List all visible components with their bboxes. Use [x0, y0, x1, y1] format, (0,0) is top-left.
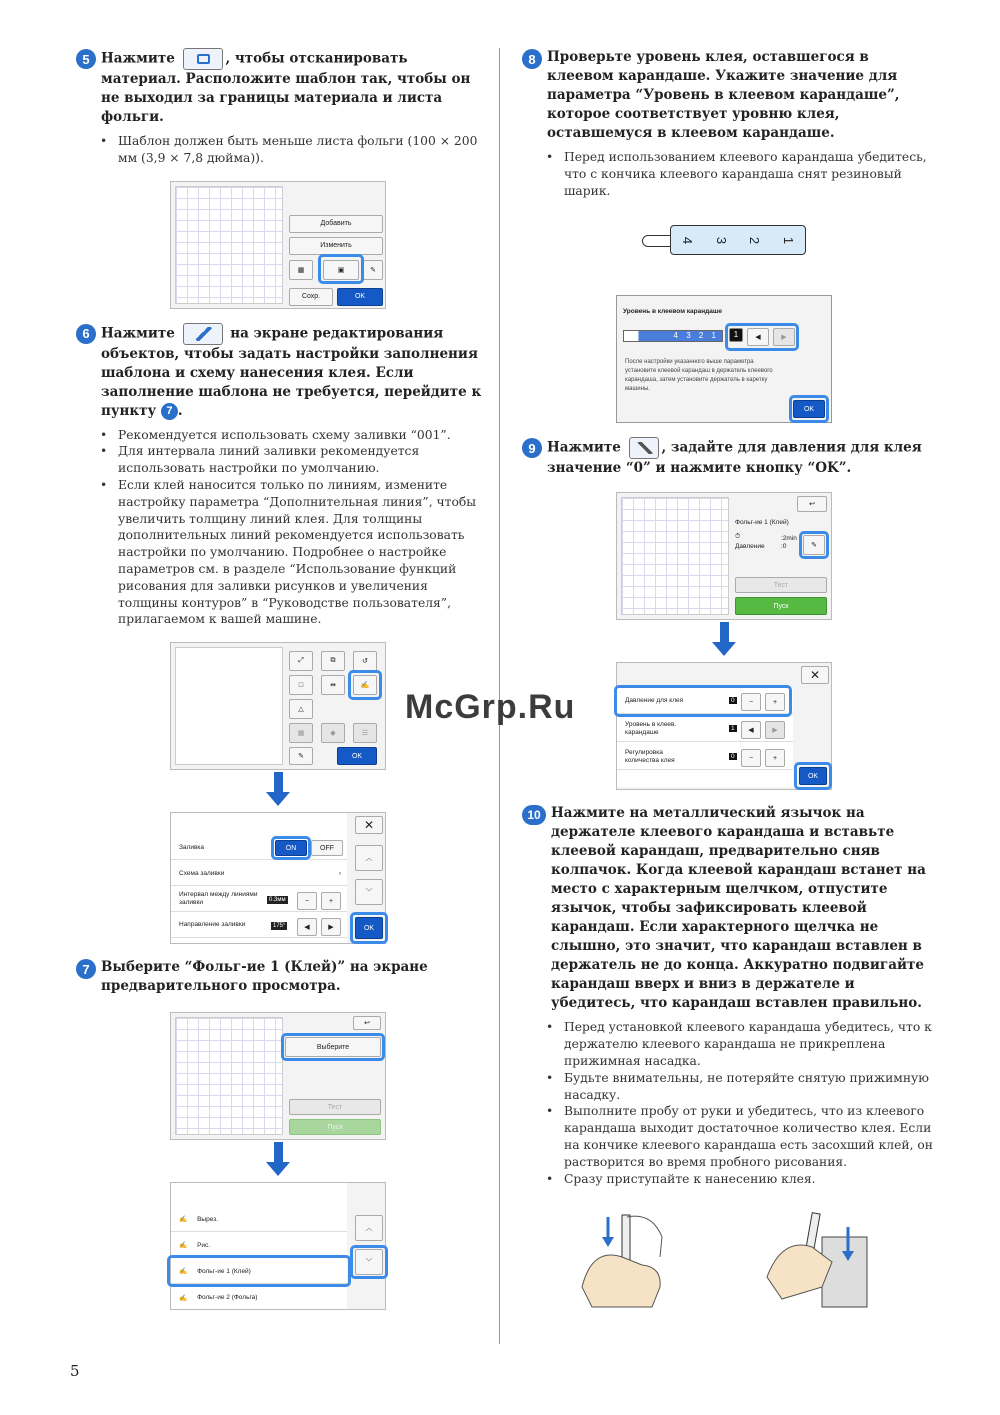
hands-illustration [522, 1207, 934, 1322]
glue-pen-figure [522, 219, 934, 283]
step-number: 7 [76, 959, 96, 979]
step-number: 5 [76, 49, 96, 69]
preview-screen-figure [170, 1012, 386, 1140]
pressure-settings-figure: ✕ Давление для клея 0 − + Уровень в клеев. карандаше 1 ◀ ▶ Регулировка количества клея 0 − + OK [616, 662, 832, 790]
select-tool-button[interactable]: Выберите [285, 1037, 381, 1057]
duplicate-icon[interactable]: ⧉ [321, 651, 345, 671]
edit-button[interactable]: Изменить [289, 237, 383, 255]
list-item[interactable]: ✍ Вырез. [171, 1207, 347, 1232]
left-arrow-button[interactable]: ◀ [741, 721, 761, 739]
pressure-preview-figure: ↩ Фольг-ие 1 (Клей) ⏱ :2min Давление :0 ✎ Тест Пуск [616, 492, 832, 620]
step-10: 10 Нажмите на металлический язычок на держателе клеевого карандаша и вставьте клеевой карандаш, предварительно сняв колпачок. Когда клеевой карандаш встанет на место с характерным щелчком, отпустите язычок, чтобы зафиксировать клеевой карандаш. Если характерного щелчка не слышно, это значит, что карандаш вставлен в держатель не до конца. Аккуратно подвигайте карандаш вверх и вниз в держателе и убедитесь, что карандаш вставлен правильно. [522, 804, 934, 1013]
page-number: 5 [70, 1362, 80, 1380]
fill-settings-figure: Заливка ON OFF Схема заливки › Интервал между линиями заливки 0.3мм − + Направление заливки 175° ◀ ▶ ✕ ︿ ﹀ OK [170, 812, 386, 944]
left-column [76, 48, 488, 1310]
level-gauge: 4 3 2 1 [623, 330, 723, 342]
arrow-down-icon [170, 1140, 386, 1182]
save-button[interactable]: Сохр. [289, 288, 333, 306]
left-arrow-button[interactable]: ◀ [747, 328, 769, 346]
watermark: McGrp.Ru [405, 688, 576, 726]
minus-button[interactable]: − [741, 693, 761, 711]
list-item[interactable]: ✍ Фольг-ие 2 (Фольга) [179, 1294, 258, 1302]
scan-icon [183, 48, 223, 70]
fill-on-button[interactable]: ON [275, 840, 307, 856]
level-value: 1 [729, 328, 743, 342]
wrench-icon [629, 437, 659, 459]
test-button[interactable]: Тест [289, 1099, 381, 1115]
mat-preview [175, 647, 283, 765]
back-icon[interactable]: ↩ [353, 1016, 381, 1030]
start-button[interactable]: Пуск [289, 1119, 381, 1135]
start-button[interactable]: Пуск [735, 597, 827, 615]
scan-screen-figure [170, 181, 386, 309]
wrench-icon[interactable]: ✎ [363, 260, 383, 280]
rotate-icon[interactable]: ⤢ [289, 651, 313, 671]
image-icon[interactable]: ▦ [289, 723, 313, 743]
align-icon[interactable]: ☰ [353, 723, 377, 743]
step-6-notes: • Рекомендуется использовать схему заливки “001”. • Для интервала линий заливки рекомендуется использовать настройки по умолчанию. • Если клей наносится только по линиям, измените настройку параметра “Дополнительная линия”, чтобы увеличить толщину линий клея. Для толщины дополнительных линий рекомендуется использовать настройки по умолчанию. Подробнее о настройке параметров см. в разделе “Использование функций рисования для заливки рисунков и увеличения толщины контуров” в “Руководстве пользователя”, прилагаемом к вашей машине. [98, 427, 488, 629]
mat-preview [621, 497, 729, 615]
ok-button[interactable]: OK [355, 917, 383, 939]
mat-preview [175, 186, 283, 304]
scan-button[interactable]: ▣ [323, 260, 359, 280]
arrow-down-icon [170, 770, 386, 812]
edit-screen-figure [170, 642, 386, 770]
step-9: 9 Нажмите , задайте для давления для клея значение “0” и нажмите кнопку “OK”. [522, 437, 934, 478]
step-8: 8 Проверьте уровень клея, оставшегося в клеевом карандаше. Укажите значение для параметра “Уровень в клеевом карандаше”, которое соответствует уровню клея, оставшемуся в клеевом карандаше. [522, 48, 934, 143]
step-number: 6 [76, 324, 96, 344]
scroll-up-icon[interactable]: ︿ [355, 1215, 383, 1241]
curve-icon[interactable]: ↺ [353, 651, 377, 671]
hand-inserting-pen [767, 1213, 867, 1307]
step-number: 9 [522, 438, 542, 458]
wrench-button[interactable]: ✎ [803, 535, 825, 555]
right-arrow-button[interactable]: ▶ [773, 328, 795, 346]
close-icon[interactable]: ✕ [801, 666, 829, 684]
tool-list-figure [170, 1182, 386, 1310]
frame-icon[interactable]: □ [289, 675, 313, 695]
step-8-notes: • Перед использованием клеевого карандаша убедитесь, что с кончика клеевого карандаша снят резиновый шарик. [544, 149, 934, 199]
triangle-icon[interactable]: △ [289, 699, 313, 719]
plus-button[interactable]: + [765, 693, 785, 711]
step-ref: 7 [161, 403, 178, 420]
right-arrow-button[interactable]: ▶ [321, 918, 341, 936]
mat-preview [175, 1017, 283, 1135]
step-number: 8 [522, 49, 542, 69]
ok-button[interactable]: OK [337, 288, 383, 306]
plus-button[interactable]: + [321, 892, 341, 910]
scroll-down-icon[interactable]: ﹀ [355, 879, 383, 905]
ok-button[interactable]: OK [799, 767, 827, 785]
interval-value: 0.3мм [269, 897, 286, 904]
minus-button[interactable]: − [297, 892, 317, 910]
fill-edit-icon[interactable]: ✍ [353, 675, 377, 695]
minus-button[interactable]: − [741, 749, 761, 767]
glue-level-figure: Уровень в клеевом карандаше 4 3 2 1 1 ◀ ▶ После настройки указанного выше параметра установите клеевой карандаш в держатель клеевого карандаша, затем установите держатель в каретку машины. OK [616, 295, 832, 423]
insert-pen-figures [522, 1207, 934, 1327]
ok-button[interactable]: OK [337, 747, 377, 765]
shapes-icon[interactable]: ◆ [321, 723, 345, 743]
close-icon[interactable]: ✕ [355, 816, 383, 834]
step-number: 10 [522, 805, 546, 825]
pen-body: 4 3 2 1 [670, 225, 806, 255]
mirror-icon[interactable]: ⇹ [321, 675, 345, 695]
right-column [522, 48, 934, 1327]
add-button[interactable]: Добавить [289, 215, 383, 233]
image-icon[interactable]: ▦ [289, 260, 313, 280]
right-arrow-button[interactable]: ▶ [765, 721, 785, 739]
wrench-icon[interactable]: ✎ [289, 747, 313, 765]
test-button[interactable]: Тест [735, 577, 827, 593]
scroll-down-icon[interactable]: ﹀ [355, 1249, 383, 1275]
direction-value: 175° [273, 923, 286, 930]
arrow-down-icon [616, 620, 832, 662]
step-10-notes: • Перед установкой клеевого карандаша убедитесь, что к держателю клеевого карандаша не прикреплена прижимная насадка. • Будьте внимательны, не потеряйте снятую прижимную насадку. • Выполните пробу от руки и убедитесь, что из клеевого карандаша выходит достаточное количество клея. Если на кончике клеевого карандаша есть засохший клей, он растворится во время пробного рисования. • Сразу приступайте к нанесению клея. [544, 1019, 934, 1187]
fill-pattern-row[interactable]: Схема заливки › [171, 861, 347, 886]
scroll-up-icon[interactable]: ︿ [355, 845, 383, 871]
back-icon[interactable]: ↩ [797, 496, 827, 512]
list-item[interactable]: ✍ Рис. [171, 1233, 347, 1258]
step-5-notes: • Шаблон должен быть меньше листа фольги (100 × 200 мм (3,9 × 7,8 дюйма)). [98, 133, 488, 167]
step-5: 5 Нажмите , чтобы отсканировать материал. Расположите шаблон так, чтобы он не выходил за границы материала и листа фольги. [76, 48, 488, 127]
step-6: 6 Нажмите на экране редактирования объектов, чтобы задать настройки заполнения шаблона и схему нанесения клея. Если заполнение шаблона не требуется, перейдите к пункту 7 . [76, 323, 488, 421]
left-arrow-button[interactable]: ◀ [297, 918, 317, 936]
plus-button[interactable]: + [765, 749, 785, 767]
step-7: 7 Выберите “Фольг-ие 1 (Клей)” на экране предварительного просмотра. [76, 958, 488, 996]
edit-fill-icon [183, 323, 223, 345]
list-item[interactable]: ✍ Фольг-ие 1 (Клей) [171, 1259, 347, 1284]
hand-pressing-tab [582, 1215, 662, 1307]
pen-tip [642, 235, 672, 247]
ok-button[interactable]: OK [793, 400, 825, 418]
fill-off-button[interactable]: OFF [311, 840, 343, 856]
